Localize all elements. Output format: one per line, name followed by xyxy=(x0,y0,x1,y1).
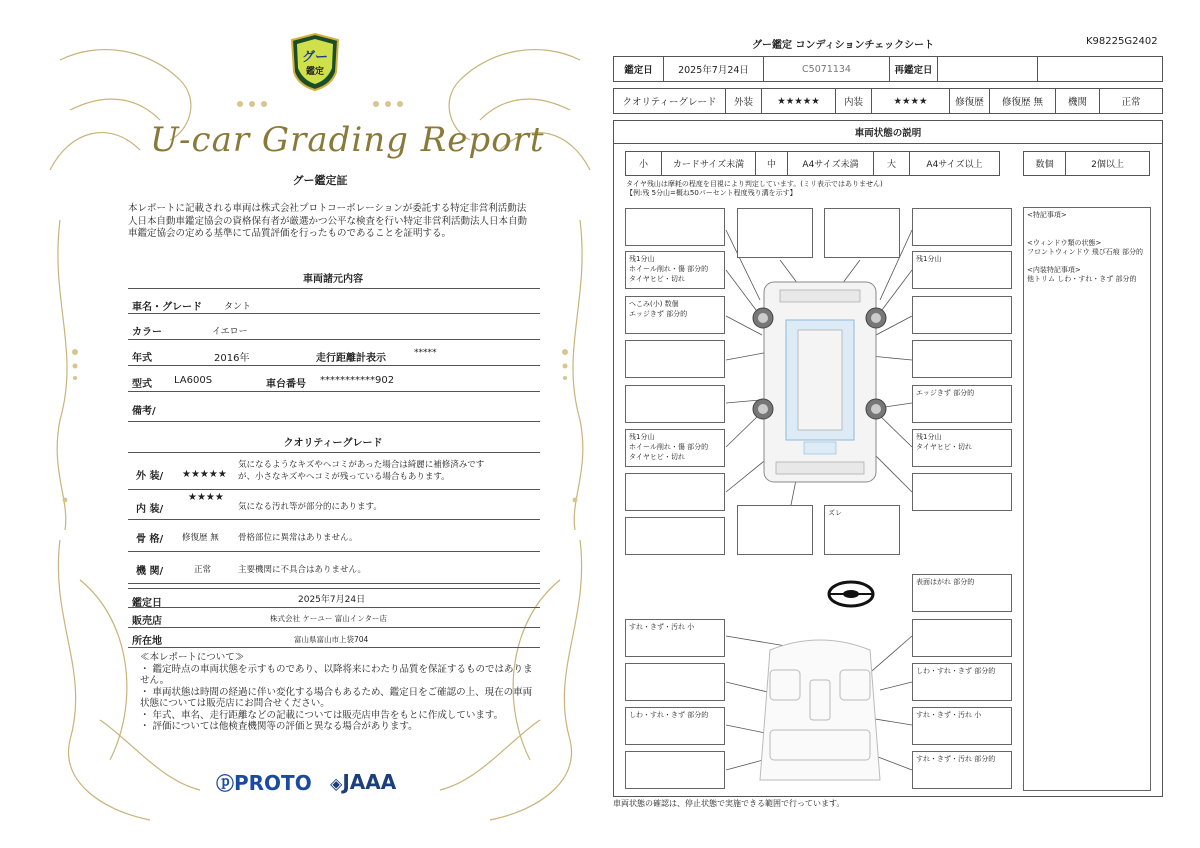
appraisal-code: C5071134 xyxy=(764,57,890,81)
frame-value: 修復歴 無 xyxy=(182,533,219,543)
remarks-label: 備考/ xyxy=(132,406,156,417)
address-label: 所在地 xyxy=(132,636,162,647)
car-interior-icon xyxy=(760,640,880,780)
proto-mark-icon: ⓟ xyxy=(216,774,234,795)
diagram-box xyxy=(625,663,725,701)
engine-label: 機関 xyxy=(1056,89,1100,113)
exterior-label: 外 装/ xyxy=(136,471,164,482)
interior-notes-text: 他トリム しわ・すれ・きず 部分的 xyxy=(1027,275,1137,283)
diagram-box xyxy=(625,473,725,511)
car-top-view-icon xyxy=(753,282,886,482)
exterior-stars: ★★★★★ xyxy=(762,89,836,113)
count-label: 数個 xyxy=(1024,152,1066,175)
date-value: 2025年7月24日 xyxy=(298,595,366,605)
diagram-box xyxy=(824,208,900,258)
interior-stars: ★★★★ xyxy=(872,89,950,113)
diagram-box-interior: しわ・すれ・きず 部分的 xyxy=(625,707,725,745)
year-value: 2016年 xyxy=(214,353,250,364)
special-notes-box xyxy=(1023,207,1151,791)
exterior-label: 外装 xyxy=(726,89,762,113)
sheet-id: K98225G2402 xyxy=(1086,36,1158,47)
specs-title: 車両諸元内容 xyxy=(303,274,363,285)
frame-label: 骨 格/ xyxy=(136,534,164,545)
legend-large-label: 大 xyxy=(874,152,910,175)
interior-label: 内 装/ xyxy=(136,504,164,515)
diagram-box xyxy=(625,751,725,789)
legend-large-desc: A4サイズ以上 xyxy=(926,160,983,170)
grade-label: クオリティーグレード xyxy=(614,89,726,113)
reappraisal-label: 再鑑定日 xyxy=(890,57,938,81)
diagram-box-front-left-tire: 残1分山 ホイール削れ・傷 部分的 タイヤヒビ・切れ xyxy=(625,251,725,289)
jaaa-mark-icon: ◈ xyxy=(330,774,343,793)
diagram-box xyxy=(912,296,1012,334)
frame-text: 骨格部位に異常はありません。 xyxy=(238,533,358,543)
diagram-box xyxy=(625,517,725,555)
repair-value: 修復歴 無 xyxy=(990,89,1056,113)
emblem-top-text: グー xyxy=(301,50,328,65)
diagram-box xyxy=(625,208,725,246)
address-value: 富山県富山市上袋704 xyxy=(294,635,369,644)
engine-value: 正常 xyxy=(1121,97,1141,108)
model-value: LA600S xyxy=(174,375,213,386)
color-value: イエロー xyxy=(212,327,248,337)
footer-note: 車両状態の確認は、停止状態で実施できる範囲で行っています。 xyxy=(613,799,845,808)
diagram-box-front-left-door: へこみ(小) 数個 エッジきず 部分的 xyxy=(625,296,725,334)
diagram-box-interior: すれ・きず・汚れ 小 xyxy=(912,707,1012,745)
interior-notes-title: <内装特記事項> xyxy=(1027,265,1081,274)
certificate-title: グー鑑定証 xyxy=(292,174,348,187)
color-label: カラー xyxy=(132,327,162,338)
year-label: 年式 xyxy=(132,353,152,364)
certificate-text: 本レポートに記載される車両は株式会社プロトコーポレーションが委託する特定非営利活動法人日本自動車鑑定協会の資格保有者が厳選かつ公平な検査を行い特定非営利活動法人日本自動車鑑定協会の定める基準にて品質評価を行ったものであることを証明する。 xyxy=(128,203,528,239)
diagram-box-rear-right-tire: 残1分山 タイヤヒビ・切れ xyxy=(912,429,1012,467)
diagram-box-interior: すれ・きず・汚れ 小 xyxy=(625,619,725,657)
note-item: ・ 年式、車名、走行距離などの記載については販売店申告をもとに作成しています。 xyxy=(140,709,504,721)
jaaa-logo: ◈JAAA xyxy=(330,770,397,794)
condition-title: 車両状態の説明 xyxy=(613,120,1163,144)
diagram-box xyxy=(625,385,725,423)
window-notes-title: <ウィンドウ類の状態> xyxy=(1027,238,1102,247)
diagram-box xyxy=(737,505,813,555)
engine-text: 主要機関に不具合はありません。 xyxy=(238,565,367,575)
diagram-box-rear-left-tire: 残1分山 ホイール削れ・傷 部分的 タイヤヒビ・切れ xyxy=(625,429,725,467)
diagram-box-interior: しわ・すれ・きず 部分的 xyxy=(912,663,1012,701)
report-title: U-car Grading Report xyxy=(150,120,545,160)
sheet-title: グー鑑定 コンディションチェックシート xyxy=(752,40,935,51)
special-notes-title: <特記事項> xyxy=(1027,211,1067,219)
repair-label: 修復歴 xyxy=(950,89,990,113)
appraisal-date-value: 2025年7月24日 xyxy=(664,57,764,81)
diagram-box-front-right-tire: 残1分山 xyxy=(912,251,1012,289)
exterior-text: 気になるようなキズやヘコミがあった場合は綺麗に補修済みですが、小さなキズやヘコミが残っている場合もあります。 xyxy=(238,460,485,482)
diagram-box-rear-bumper: ズレ xyxy=(824,505,900,555)
shop-label: 販売店 xyxy=(132,616,162,627)
diagram-box xyxy=(912,208,1012,246)
legend-medium-label: 中 xyxy=(756,152,788,175)
diagram-box-right-side: エッジきず 部分的 xyxy=(912,385,1012,423)
mileage-value: ***** xyxy=(414,348,437,358)
engine-label: 機 関/ xyxy=(136,566,164,577)
window-notes-text: フロントウィンドウ 飛び石痕 部分的 xyxy=(1027,248,1144,256)
diagram-box xyxy=(737,208,813,258)
legend-medium-desc: A4サイズ未満 xyxy=(788,152,874,175)
diagram-box-steering: 表面はがれ 部分的 xyxy=(912,574,1012,612)
proto-logo: ⓟPROTO xyxy=(216,771,312,795)
shop-value: 株式会社 ケーユー 富山インター店 xyxy=(270,614,387,623)
count-value: 2個以上 xyxy=(1091,160,1124,170)
diagram-box xyxy=(912,619,1012,657)
note-item: ・ 評価については他検査機関等の評価と異なる場合があります。 xyxy=(140,721,418,732)
quality-title: クオリティーグレード xyxy=(283,438,383,449)
chassis-label: 車台番号 xyxy=(266,379,306,390)
diagram-box xyxy=(912,340,1012,378)
note-item: ・ 鑑定時点の車両状態を示すものであり、以降将来にわたり品質を保証するものではありません。 xyxy=(140,663,533,686)
notes-title: ≪本レポートについて≫ xyxy=(140,652,245,663)
car-name-label: 車名・グレード xyxy=(132,302,202,313)
engine-value: 正常 xyxy=(194,565,212,575)
mileage-label: 走行距離計表示 xyxy=(316,353,386,364)
date-label: 鑑定日 xyxy=(132,598,162,609)
car-name-value: タント xyxy=(224,302,252,312)
legend-small-desc: カードサイズ未満 xyxy=(662,152,756,175)
chassis-value: ***********902 xyxy=(320,375,395,386)
appraisal-date-label: 鑑定日 xyxy=(614,57,664,81)
steering-wheel-icon xyxy=(829,582,873,606)
note-item: ・ 車両状態は時間の経過に伴い変化する場合もあるため、鑑定日をご確認の上、現在の車両状態については販売店にお問合せください。 xyxy=(140,686,533,709)
legend-small-label: 小 xyxy=(626,152,662,175)
interior-stars: ★★★★ xyxy=(188,492,224,503)
diagram-box xyxy=(912,473,1012,511)
exterior-stars: ★★★★★ xyxy=(182,469,227,480)
diagram-box-interior: すれ・きず・汚れ 部分的 xyxy=(912,751,1012,789)
interior-text: 気になる汚れ等が部分的にあります。 xyxy=(238,502,382,512)
tire-note: タイヤ残山は摩耗の程度を目視により判定しています。(ミリ表示ではありません) 【例:残 5分山=概ね50パーセント程度残り溝を示す】 xyxy=(626,180,883,197)
emblem-bottom-text: 鑑定 xyxy=(305,67,324,77)
diagram-box xyxy=(625,340,725,378)
interior-label: 内装 xyxy=(836,89,872,113)
model-label: 型式 xyxy=(132,379,152,390)
